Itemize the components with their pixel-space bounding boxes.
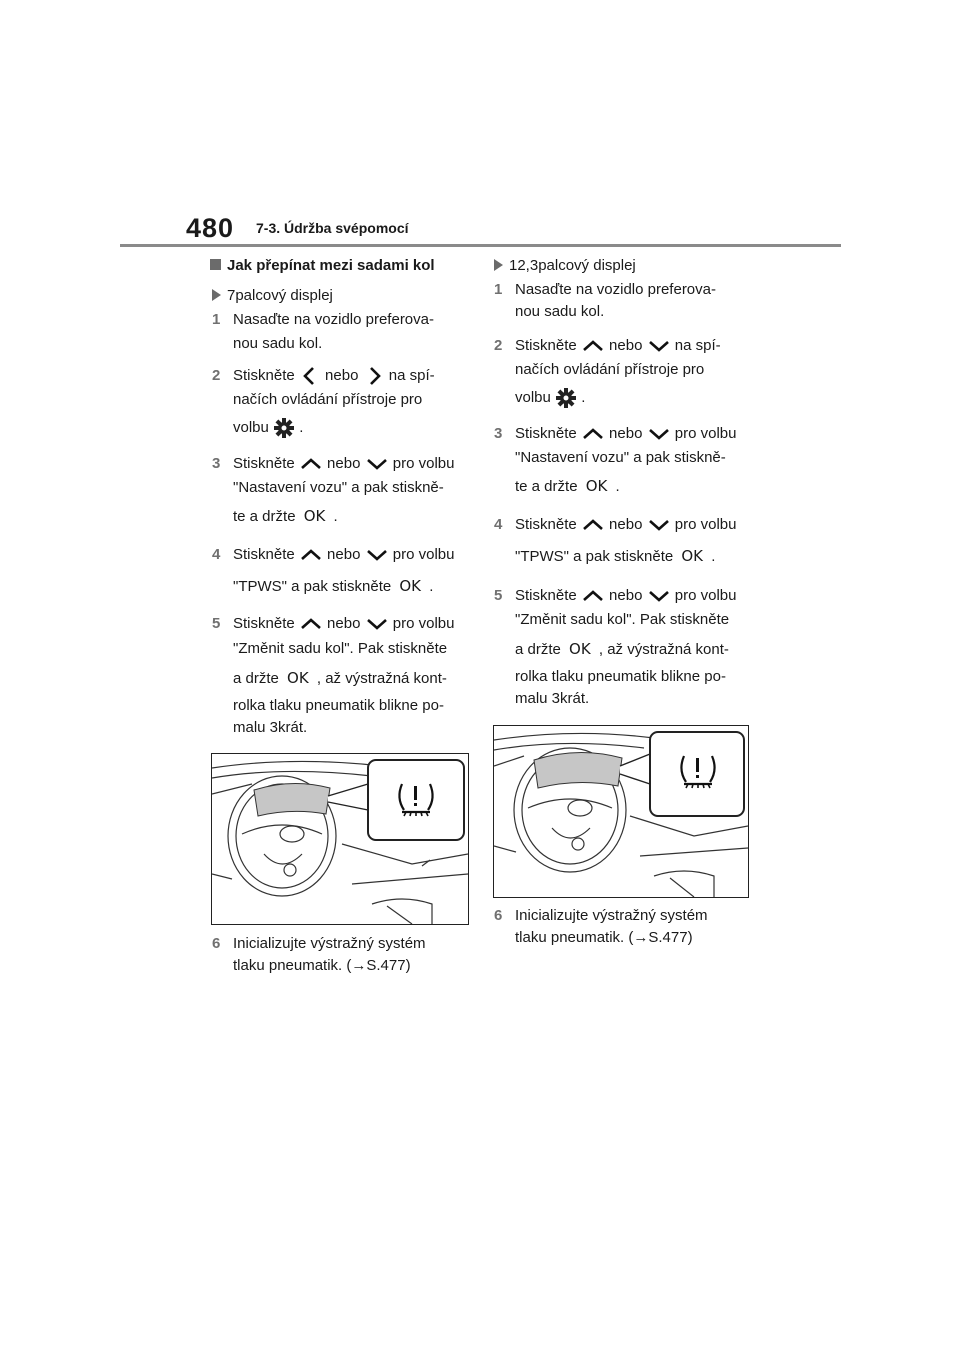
- step-text: Nasaďte na vozidlo preferova-: [515, 281, 716, 298]
- step-number: 6: [212, 935, 221, 952]
- step-text: Nasaďte na vozidlo preferova-: [233, 311, 434, 328]
- step-text: Stiskněte nebo pro volbu: [233, 546, 455, 563]
- section-title: 7-3. Údržba svépomocí: [256, 220, 409, 236]
- step-number: 6: [494, 907, 503, 924]
- step-text: a držte OK , až výstražná kont-: [515, 637, 729, 662]
- dashboard-illustration-12in: [493, 725, 749, 898]
- step-text: "TPWS" a pak stiskněte OK .: [233, 574, 433, 599]
- ok-button-icon: OK: [585, 477, 608, 495]
- display-label: 12,3palcový displej: [494, 254, 636, 278]
- chevron-right-icon: [363, 366, 385, 386]
- chevron-up-icon: [299, 456, 323, 472]
- ok-button-icon: OK: [681, 547, 704, 565]
- step-number: 5: [494, 587, 503, 604]
- chevron-down-icon: [365, 456, 389, 472]
- step-text: Inicializujte výstražný systém: [233, 935, 426, 952]
- page-number: 480: [186, 213, 235, 243]
- step-text: volbu .: [233, 416, 303, 440]
- step-text: tlaku pneumatik. (→S.477): [233, 957, 411, 974]
- chevron-up-icon: [581, 338, 605, 354]
- step-text: te a držte OK .: [515, 474, 620, 499]
- step-text: Stiskněte nebo pro volbu: [515, 516, 737, 533]
- step-text: "Nastavení vozu" a pak stiskně-: [515, 449, 726, 466]
- step-number: 4: [212, 546, 221, 563]
- step-text: nou sadu kol.: [515, 303, 605, 320]
- step-number: 4: [494, 516, 503, 533]
- chevron-down-icon: [647, 426, 671, 442]
- step-text: a držte OK , až výstražná kont-: [233, 666, 447, 691]
- step-text: volbu .: [515, 386, 585, 410]
- step-text: "Nastavení vozu" a pak stiskně-: [233, 479, 444, 496]
- ok-button-icon: OK: [569, 640, 591, 658]
- step-text: malu 3krát.: [233, 719, 308, 736]
- step-text: Stiskněte nebo na spí-: [233, 364, 435, 388]
- chevron-up-icon: [299, 547, 323, 563]
- chevron-up-icon: [581, 426, 605, 442]
- ok-button-icon: OK: [287, 669, 309, 687]
- chevron-up-icon: [581, 517, 605, 533]
- chevron-down-icon: [365, 547, 389, 563]
- chevron-up-icon: [581, 588, 605, 604]
- step-text: "Změnit sadu kol". Pak stiskněte: [233, 640, 448, 657]
- dashboard-illustration-7in: [211, 753, 469, 925]
- step-text: Inicializujte výstražný systém: [515, 907, 708, 924]
- step-text: Stiskněte nebo pro volbu: [515, 425, 737, 442]
- section-heading: Jak přepínat mezi sadami kol: [210, 254, 435, 278]
- step-text: Stiskněte nebo pro volbu: [233, 615, 455, 632]
- gear-icon: [273, 417, 295, 439]
- chevron-down-icon: [647, 588, 671, 604]
- step-number: 3: [212, 455, 221, 472]
- step-text: Stiskněte nebo na spí-: [515, 337, 721, 354]
- step-text: Stiskněte nebo pro volbu: [233, 455, 455, 472]
- step-text: te a držte OK .: [233, 504, 338, 529]
- header-divider: [120, 244, 841, 247]
- display-label: 7palcový displej: [212, 284, 333, 308]
- step-number: 1: [494, 281, 503, 298]
- chevron-up-icon: [299, 616, 323, 632]
- triangle-bullet-icon: [494, 259, 503, 271]
- step-number: 2: [212, 367, 221, 384]
- square-bullet-icon: [210, 259, 221, 270]
- step-text: načích ovládání přístroje pro: [515, 361, 705, 378]
- chevron-down-icon: [647, 517, 671, 533]
- step-text: rolka tlaku pneumatik blikne po-: [233, 697, 444, 714]
- step-number: 2: [494, 337, 503, 354]
- step-text: "TPWS" a pak stiskněte OK .: [515, 544, 715, 569]
- step-text: Stiskněte nebo pro volbu: [515, 587, 737, 604]
- step-number: 3: [494, 425, 503, 442]
- step-text: tlaku pneumatik. (→S.477): [515, 929, 693, 946]
- step-text: malu 3krát.: [515, 690, 590, 707]
- chevron-down-icon: [365, 616, 389, 632]
- ok-button-icon: OK: [399, 577, 422, 595]
- step-number: 1: [212, 311, 221, 328]
- triangle-bullet-icon: [212, 289, 221, 301]
- chevron-down-icon: [647, 338, 671, 354]
- ok-button-icon: OK: [303, 507, 326, 525]
- gear-icon: [555, 387, 577, 409]
- chevron-left-icon: [299, 366, 321, 386]
- step-text: nou sadu kol.: [233, 335, 323, 352]
- step-text: rolka tlaku pneumatik blikne po-: [515, 668, 726, 685]
- step-text: "Změnit sadu kol". Pak stiskněte: [515, 611, 730, 628]
- step-number: 5: [212, 615, 221, 632]
- step-text: načích ovládání přístroje pro: [233, 391, 423, 408]
